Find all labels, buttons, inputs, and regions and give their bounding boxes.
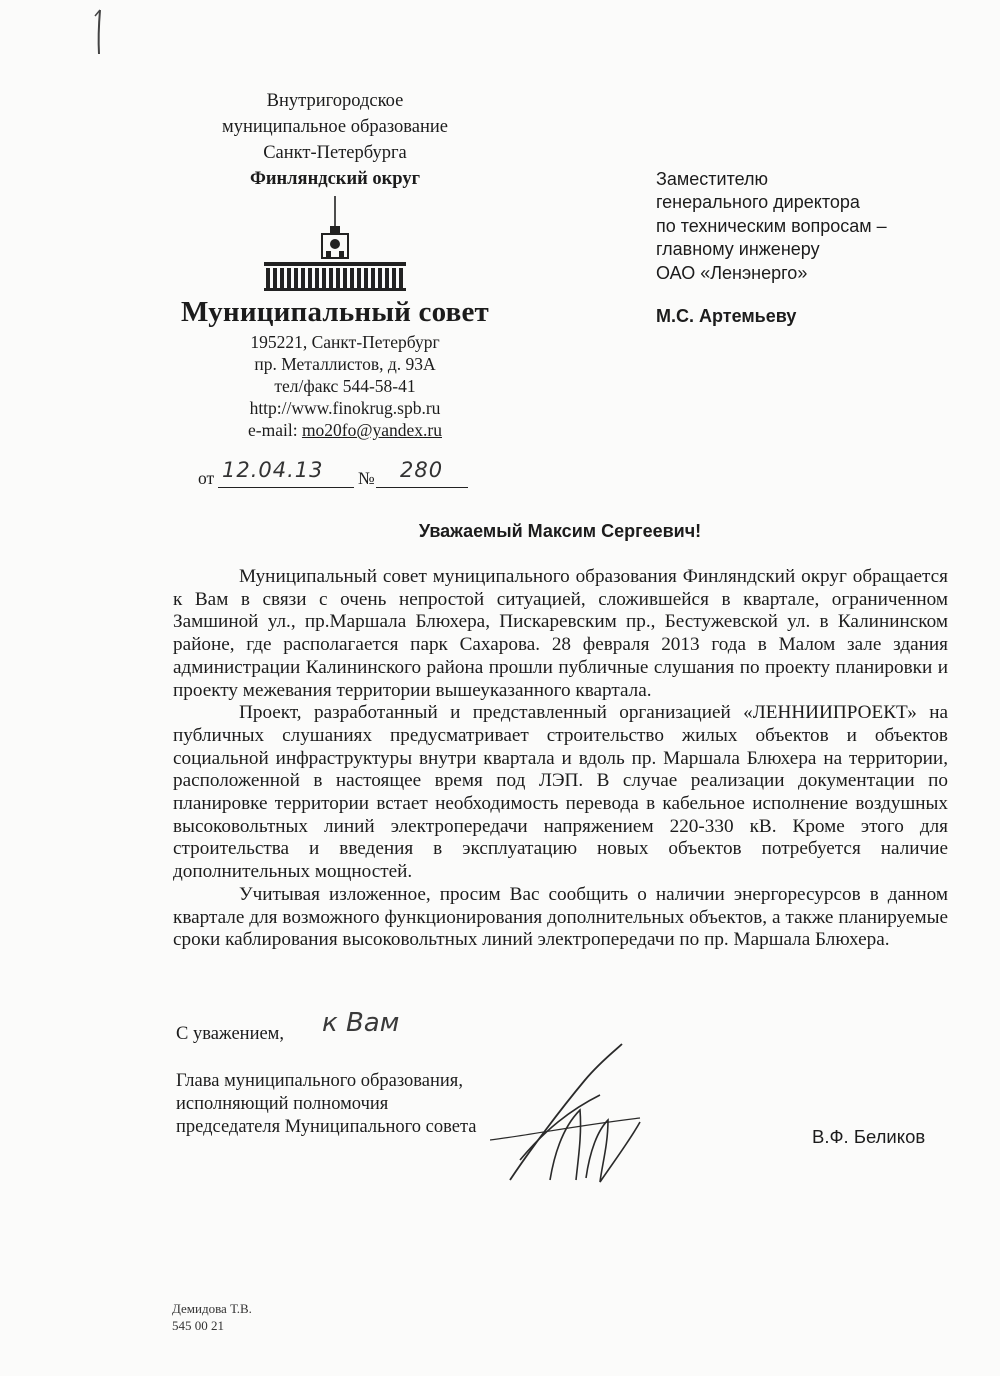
address-line-1: 195221, Санкт-Петербург xyxy=(250,332,440,352)
executor-name: Демидова Т.В. xyxy=(172,1301,252,1316)
date-label: от xyxy=(198,468,215,488)
date-underline xyxy=(218,487,354,488)
org-line-3: Санкт-Петербурга xyxy=(263,143,407,163)
executor-info xyxy=(172,1300,252,1334)
recipient-line-2: генерального директора xyxy=(656,192,860,213)
signer-name: В.Ф. Беликов xyxy=(812,1126,926,1147)
number-label: № xyxy=(358,468,375,488)
signatory-title-2: исполняющий полномочия xyxy=(176,1094,389,1114)
recipient-line-5: ОАО «Ленэнерго» xyxy=(656,262,808,283)
registration-line xyxy=(198,458,498,490)
letter-body xyxy=(173,566,948,952)
recipient-block xyxy=(656,168,956,285)
email-link[interactable]: mo20fo@yandex.ru xyxy=(301,420,442,440)
date-value: 12.04.13 xyxy=(222,458,324,482)
number-underline xyxy=(376,487,468,488)
recipient-name: М.С. Артемьеву xyxy=(656,306,797,326)
paragraph-3: Учитывая изложенное, просим Вас сообщить о наличии энергоресурсов в данном квартале для возможного функционирования дополнительных объектов, а также планируемые сроки каблирования высоковольтных линий электропередачи по пр. Маршала Блюхера. xyxy=(173,883,948,951)
email-row xyxy=(190,419,500,441)
paragraph-1: Муниципальный совет муниципального образования Финляндский округ обращается к Вам в связи с очень непростой ситуацией, сложившейся в квартале, ограниченном Замшиной ул., пр.Маршала Блюхера, Пискаревским пр., Бестужевской ул. в Калининском районе, где располагается парк Сахарова. 28 февраля 2013 года в Малом зале здания администрации Калининского района прошли публичные слушания по проекту планировки и проекту межевания территории вышеуказанного квартала. xyxy=(173,566,948,701)
signatory-title-1: Глава муниципального образования, xyxy=(176,1071,463,1091)
council-title: Муниципальный совет xyxy=(181,296,489,328)
letterhead-organization xyxy=(160,88,510,292)
salutation: Уважаемый Максим Сергеевич! xyxy=(418,521,702,541)
number-value: 280 xyxy=(400,458,444,482)
station-tower-emblem-icon xyxy=(260,196,410,292)
email-label: e-mail: xyxy=(248,420,298,440)
handwritten-signature-icon xyxy=(490,1040,650,1190)
executor-phone: 545 00 21 xyxy=(172,1318,224,1333)
address-line-2: пр. Металлистов, д. 93А xyxy=(254,354,436,374)
phone-fax: тел/факс 544-58-41 xyxy=(274,376,416,396)
org-district-name: Финляндский округ xyxy=(249,169,421,189)
signatory-title xyxy=(176,1070,516,1139)
handwritten-page-mark-icon xyxy=(84,8,114,56)
recipient-line-4: главному инженеру xyxy=(656,239,820,260)
paragraph-2: Проект, разработанный и представленный организацией «ЛЕННИИПРОЕКТ» на публичных слушаниях предусматривает строительство жилых объектов и объектов социальной инфраструктуры внутри квартала и вдоль пр. Маршала Блюхера на территории, расположенной в настоящее время под ЛЭП. В случае реализации документации по планировке территории встает необходимость перевода в кабельное исполнение воздушных высоковольтных линий электропередачи напряжением 220-330 кВ. Кроме этого для строительства и введения в эксплуатацию новых объектов потребуется наличие дополнительных мощностей. xyxy=(173,702,948,883)
council-contacts xyxy=(190,331,500,441)
website-link[interactable]: http://www.finokrug.spb.ru xyxy=(249,398,441,418)
org-line-2: муниципальное образование xyxy=(221,117,448,137)
recipient-line-1: Заместителю xyxy=(656,169,769,189)
handwritten-note: к Вам xyxy=(322,1008,400,1038)
signatory-title-3: председателя Муниципального совета xyxy=(176,1117,477,1137)
org-line-1: Внутригородское xyxy=(266,91,404,111)
recipient-line-3: по техническим вопросам – xyxy=(656,215,887,236)
closing-phrase: С уважением, xyxy=(176,1024,285,1044)
